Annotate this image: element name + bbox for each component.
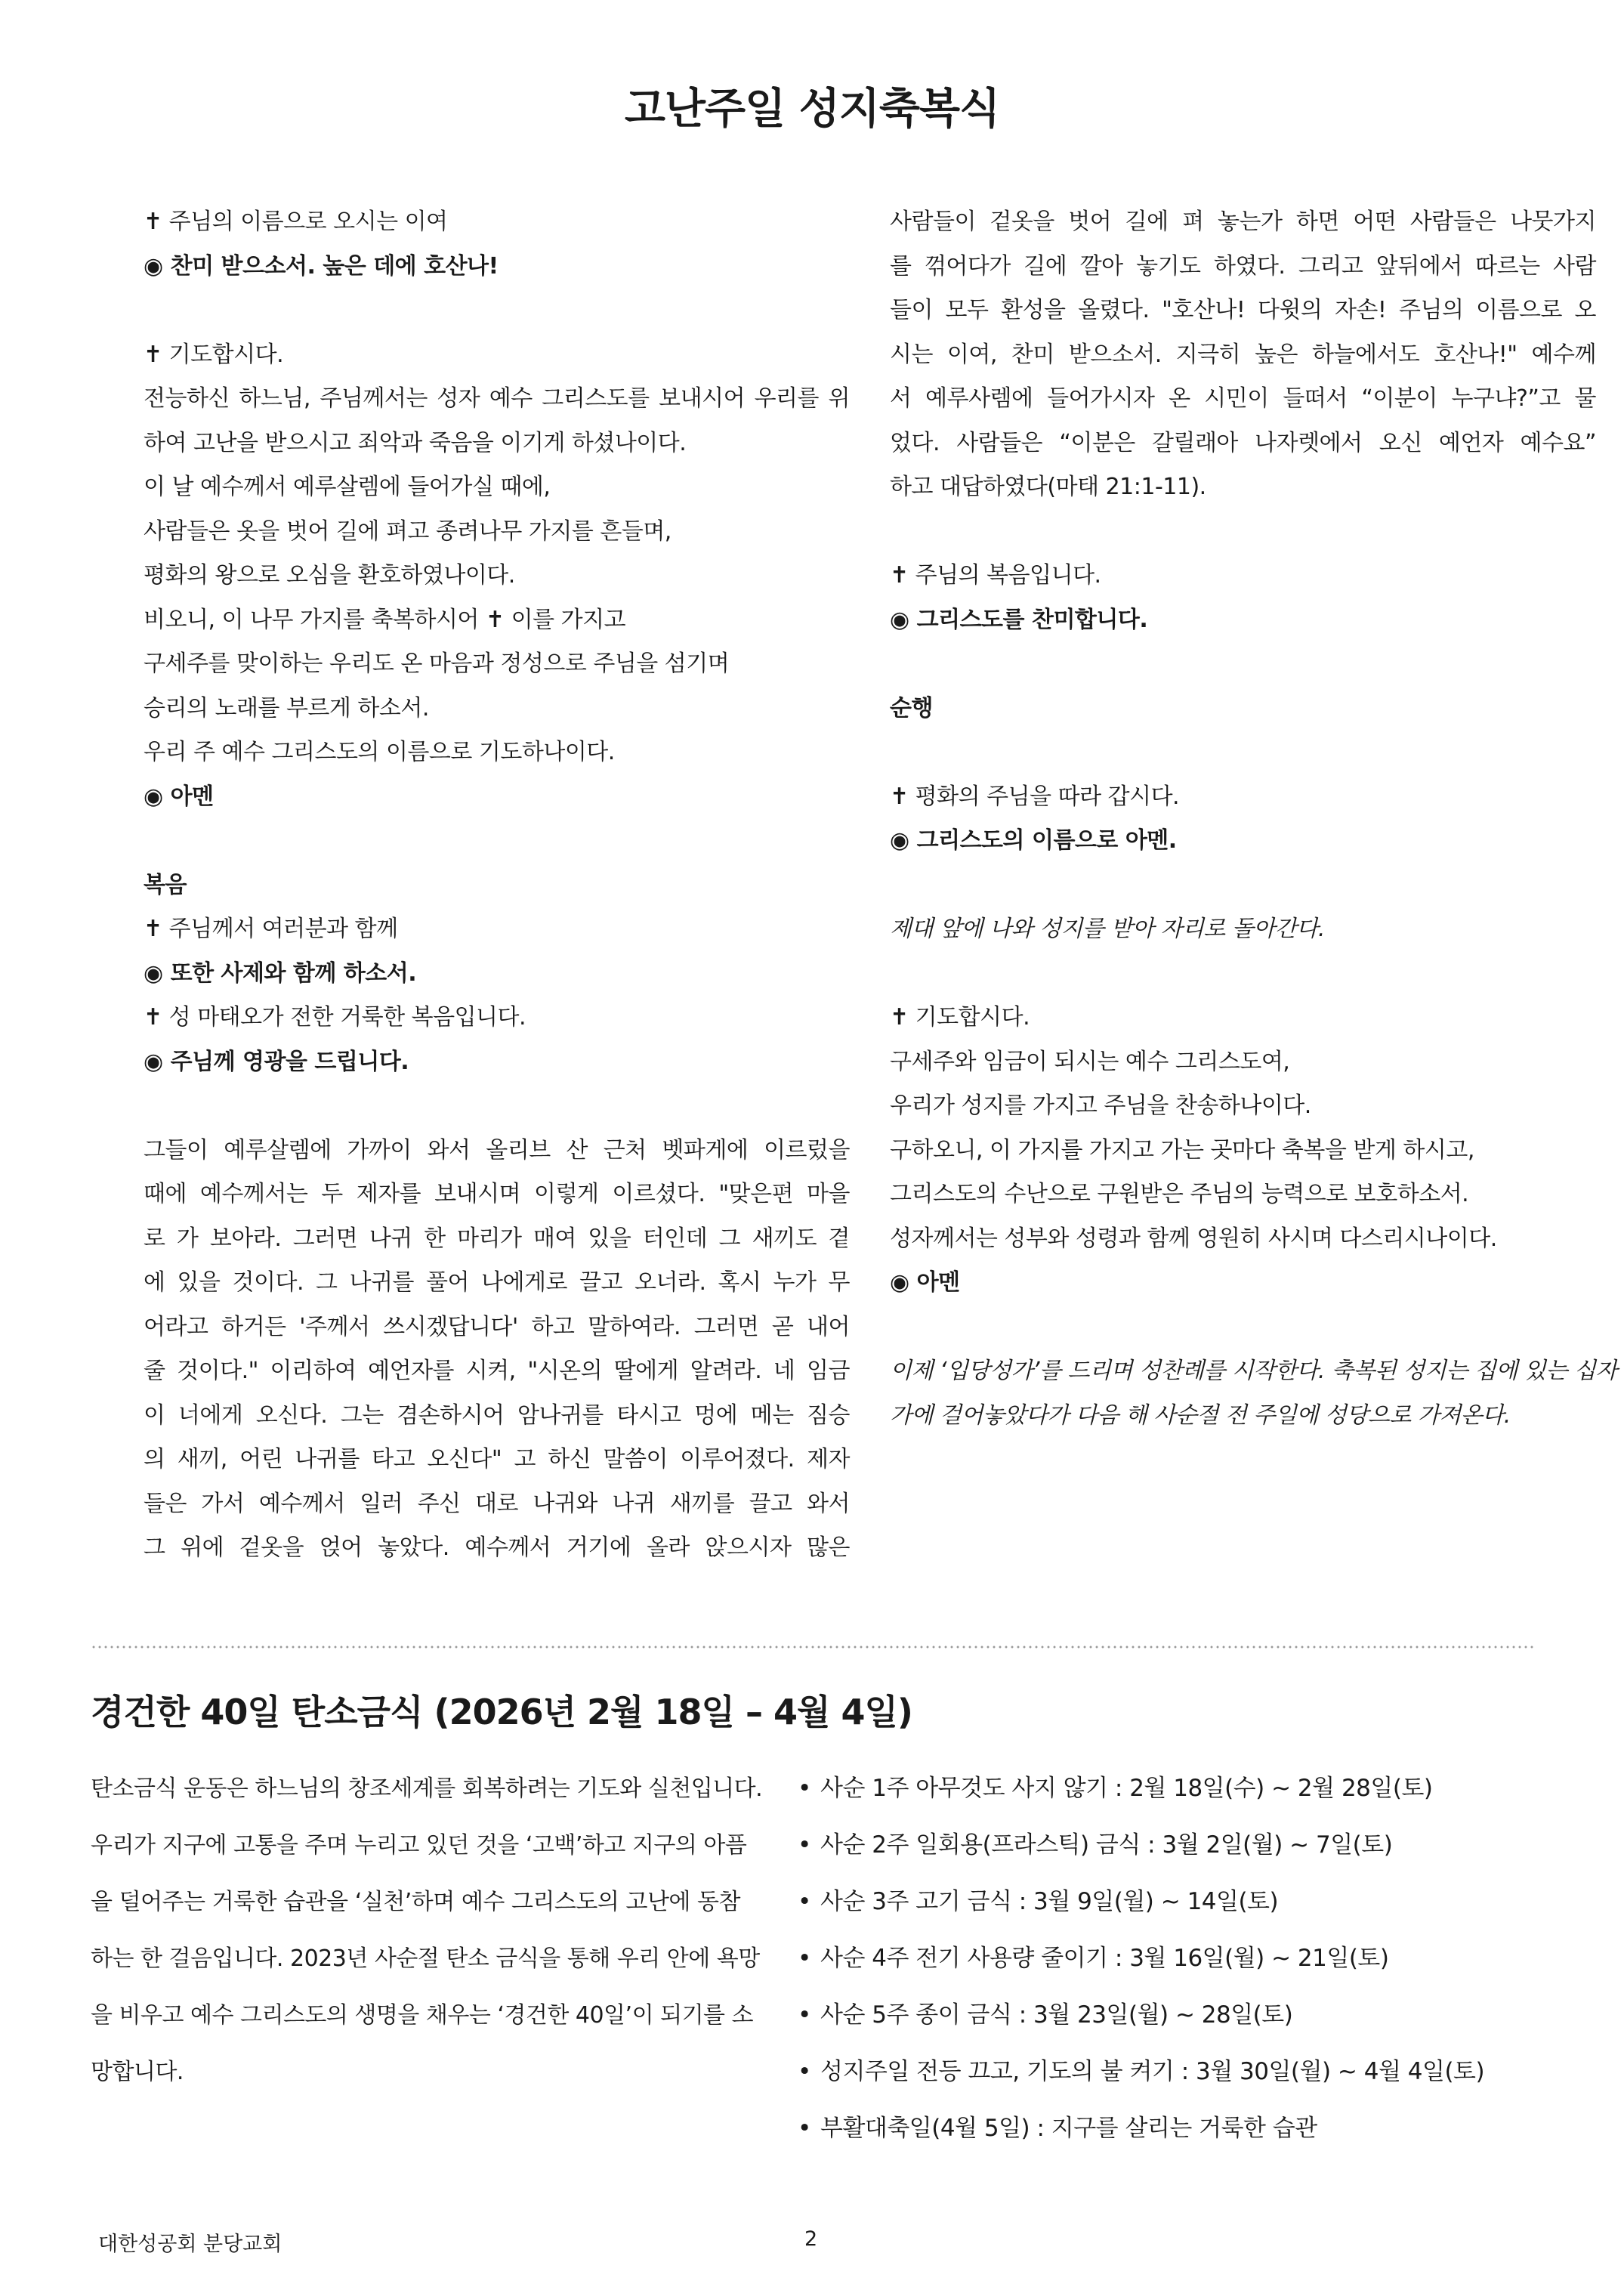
left-text-line: 그들이 예루살렘에 가까이 와서 올리브 산 근처 벳파게에 이르렀을	[144, 1136, 850, 1163]
schedule-item-text: 사순 3주 고기 금식 : 3월 9일(월) ~ 14일(토)	[820, 1888, 1279, 1915]
bullet-icon: •	[798, 1775, 811, 1802]
schedule-item-text: 사순 2주 일회용(프라스틱) 금식 : 3월 2일(월) ~ 7일(토)	[820, 1831, 1393, 1859]
right-text-line: ✝ 주님의 복음입니다.	[890, 562, 1101, 589]
bullet-icon: •	[798, 2001, 811, 2029]
description-line: 망합니다.	[91, 2059, 184, 2085]
schedule-list-item	[793, 1874, 1564, 1930]
right-text-line: 들이 모두 환성을 올렸다. "호산나! 다윗의 자손! 주님의 이름으로 오	[890, 297, 1596, 323]
carbon-fast-schedule-list	[793, 1760, 1564, 2157]
footer-church-name: 대한성공회 분당교회	[98, 2233, 283, 2256]
left-text-line: 전능하신 하느님, 주님께서는 성자 예수 그리스도를 보내시어 우리를 위	[144, 385, 850, 412]
carbon-fast-description	[91, 1760, 763, 2100]
bullet-icon: •	[798, 2115, 811, 2142]
left-text-line: ✝ 주님의 이름으로 오시는 이여	[144, 209, 448, 235]
left-text-line: 평화의 왕으로 오심을 환호하였나이다.	[144, 562, 515, 589]
schedule-list-item	[793, 1760, 1564, 1817]
right-text-line: 시는 이여, 찬미 받으소서. 지극히 높은 하늘에서도 호산나!" 예수께	[890, 341, 1596, 368]
right-text-line: 사람들이 겉옷을 벗어 길에 펴 놓는가 하면 어떤 사람들은 나뭇가지	[890, 209, 1596, 235]
left-text-line: ◉ 또한 사제와 함께 하소서.	[144, 960, 417, 987]
schedule-item-text: 사순 4주 전기 사용량 줄이기 : 3월 16일(월) ~ 21일(토)	[820, 1945, 1389, 1972]
bullet-icon: •	[798, 1945, 811, 1972]
left-text-line: 이 날 예수께서 예루살렘에 들어가실 때에,	[144, 474, 551, 500]
left-text-line: 구세주를 맞이하는 우리도 온 마음과 정성으로 주님을 섬기며	[144, 651, 730, 677]
right-text-line: ◉ 그리스도의 이름으로 아멘.	[890, 827, 1177, 854]
left-text-line: 이 너에게 오신다. 그는 겸손하시어 암나귀를 타시고 멍에 메는 짐승	[144, 1401, 850, 1429]
right-text-line: 를 꺾어다가 길에 깔아 놓기도 하였다. 그리고 앞뒤에서 따르는 사람	[890, 252, 1596, 280]
left-text-blank-line	[144, 819, 850, 864]
schedule-item-text: 성지주일 전등 끄고, 기도의 불 켜기 : 3월 30일(월) ~ 4월 4일(토)	[820, 2058, 1485, 2085]
page-title: 고난주일 성지축복식	[624, 85, 1000, 134]
schedule-list-item	[793, 2044, 1564, 2100]
right-text-line: 순행	[890, 694, 933, 722]
left-text-line: 승리의 노래를 부르게 하소서.	[144, 694, 429, 722]
left-text-line: 복음	[144, 871, 187, 898]
left-text-line: ◉ 아멘	[144, 783, 214, 810]
right-text-line: 그리스도의 수난으로 구원받은 주님의 능력으로 보호하소서.	[890, 1181, 1469, 1207]
left-text-line: ✝ 기도합시다.	[144, 341, 284, 368]
left-text-line: 우리 주 예수 그리스도의 이름으로 기도하나이다.	[144, 739, 615, 765]
left-text-line: ✝ 성 마태오가 전한 거룩한 복음입니다.	[144, 1004, 526, 1031]
right-text-line: 구하오니, 이 가지를 가지고 가는 곳마다 축복을 받게 하시고,	[890, 1136, 1474, 1163]
right-text-line: 구세주와 임금이 되시는 예수 그리스도여,	[890, 1048, 1290, 1075]
right-text-line: 서 예루사렘에 들어가시자 온 시민이 들떠서 “이분이 누구냐?”고 물	[890, 385, 1596, 412]
right-text-line: 제대 앞에 나와 성지를 받아 자리로 돌아간다.	[890, 916, 1325, 942]
left-text-line: 어라고 하거든 '주께서 쓰시겠답니다' 하고 말하여라. 그러면 곧 내어	[144, 1313, 850, 1340]
left-text-line: 비오니, 이 나무 가지를 축복하시어 ✝ 이를 가지고	[144, 606, 626, 633]
right-text-line: 이제 ‘입당성가’를 드리며 성찬례를 시작한다. 축복된 성지는 집에 있는 십자	[890, 1358, 1617, 1384]
schedule-item-text: 사순 5주 종이 금식 : 3월 23일(월) ~ 28일(토)	[820, 2001, 1293, 2029]
right-text-blank-line	[890, 1306, 1596, 1350]
left-text-blank-line	[144, 1084, 850, 1129]
schedule-list-item	[793, 1987, 1564, 2044]
liturgy-right-column	[890, 200, 1617, 1438]
left-text-line: 사람들은 옷을 벗어 길에 펴고 종려나무 가지를 흔들며,	[144, 518, 672, 545]
page-number: 2	[804, 2227, 818, 2251]
right-text-blank-line	[890, 510, 1596, 555]
bullet-icon: •	[798, 1888, 811, 1915]
left-text-line: 하여 고난을 받으시고 죄악과 죽음을 이기게 하셨나이다.	[144, 429, 687, 456]
description-line: 우리가 지구에 고통을 주며 누리고 있던 것을 ‘고백’하고 지구의 아픔	[91, 1832, 747, 1859]
right-text-line: ◉ 아멘	[890, 1269, 960, 1296]
right-text-blank-line	[890, 864, 1596, 908]
schedule-item-text: 사순 1주 아무것도 사지 않기 : 2월 18일(수) ~ 2월 28일(토)	[820, 1775, 1433, 1802]
right-text-line: 우리가 성지를 가지고 주님을 찬송하나이다.	[890, 1092, 1311, 1119]
schedule-item-text: 부활대축일(4월 5일) : 지구를 살리는 거룩한 습관	[820, 2115, 1317, 2142]
liturgy-left-column	[144, 200, 850, 1571]
left-text-line: 로 가 보아라. 그러면 나귀 한 마리가 매여 있을 터인데 그 새끼도 곁	[144, 1225, 850, 1252]
left-text-line: 그 위에 겉옷을 얹어 놓았다. 예수께서 거기에 올라 앉으시자 많은	[144, 1534, 850, 1561]
right-text-line: ◉ 그리스도를 찬미합니다.	[890, 606, 1148, 633]
right-text-line: ✝ 평화의 주님을 따라 갑시다.	[890, 783, 1180, 810]
right-text-line: 성자께서는 성부와 성령과 함께 영원히 사시며 다스리시나이다.	[890, 1225, 1497, 1252]
left-text-line: 때에 예수께서는 두 제자를 보내시며 이렇게 이르셨다. "맞은편 마을	[144, 1181, 850, 1207]
bullet-icon: •	[798, 2058, 811, 2085]
left-text-line: ✝ 주님께서 여러분과 함께	[144, 916, 398, 942]
schedule-list-item	[793, 1930, 1564, 1987]
left-text-line: ◉ 찬미 받으소서. 높은 데에 호산나!	[144, 252, 499, 280]
right-text-blank-line	[890, 642, 1596, 687]
description-line: 을 비우고 예수 그리스도의 생명을 채우는 ‘경건한 40일’이 되기를 소	[91, 2002, 754, 2029]
right-text-blank-line	[890, 952, 1596, 997]
description-line: 탄소금식 운동은 하느님의 창조세계를 회복하려는 기도와 실천입니다.	[91, 1775, 763, 1802]
right-text-line: ✝ 기도합시다.	[890, 1004, 1030, 1031]
left-text-blank-line	[144, 289, 850, 333]
left-text-line: 의 새끼, 어린 나귀를 타고 오신다" 고 하신 말씀이 이루어졌다. 제자	[144, 1446, 850, 1473]
carbon-fast-title: 경건한 40일 탄소금식 (2026년 2월 18일 – 4월 4일)	[91, 1692, 912, 1732]
section-divider	[91, 1644, 1533, 1652]
right-text-line: 었다. 사람들은 “이분은 갈릴래아 나자렛에서 오신 예언자 예수요”	[890, 429, 1596, 456]
right-text-blank-line	[890, 731, 1596, 775]
schedule-list-item	[793, 1817, 1564, 1874]
left-text-line: 줄 것이다." 이리하여 예언자를 시켜, "시온의 딸에게 알려라. 네 임금	[144, 1358, 850, 1384]
right-text-line: 가에 걸어놓았다가 다음 해 사순절 전 주일에 성당으로 가져온다.	[890, 1401, 1511, 1429]
left-text-line: ◉ 주님께 영광을 드립니다.	[144, 1048, 409, 1075]
schedule-list-item	[793, 2100, 1564, 2157]
bullet-icon: •	[798, 1831, 811, 1859]
description-line: 하는 한 걸음입니다. 2023년 사순절 탄소 금식을 통해 우리 안에 욕망	[91, 1945, 760, 1972]
left-text-line: 에 있을 것이다. 그 나귀를 풀어 나에게로 끌고 오너라. 혹시 누가 무	[144, 1269, 850, 1296]
left-text-line: 들은 가서 예수께서 일러 주신 대로 나귀와 나귀 새끼를 끌고 와서	[144, 1490, 850, 1517]
description-line: 을 덜어주는 거룩한 습관을 ‘실천’하며 예수 그리스도의 고난에 동참	[91, 1889, 740, 1915]
right-text-line: 하고 대답하였다(마태 21:1-11).	[890, 474, 1206, 500]
